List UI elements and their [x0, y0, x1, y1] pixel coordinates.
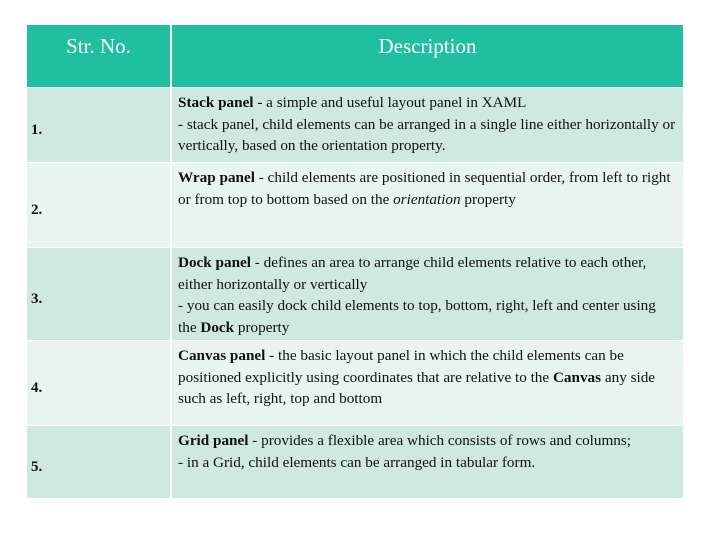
row-number: 3. — [27, 248, 172, 340]
description-text: property — [234, 318, 290, 336]
description-text: - provides a flexible area which consists of rows and columns; — [248, 432, 632, 449]
table-row — [27, 88, 683, 163]
description-text: - a simple and useful layout panel in XAML — [253, 94, 527, 111]
table-row — [27, 163, 683, 248]
panel-title: Dock panel — [178, 254, 251, 271]
table-row — [27, 341, 683, 426]
italic-term: orientation — [393, 190, 461, 208]
bold-term: Canvas — [552, 368, 602, 386]
row-description — [172, 341, 683, 425]
bold-term: Dock — [200, 318, 235, 336]
layout-panels-table — [27, 25, 683, 499]
description-text: - in a Grid, child elements can be arranged in tabular form. — [178, 453, 536, 471]
description-text: any side such as left, right, top and bottom — [178, 368, 656, 407]
description-text: property — [460, 190, 516, 208]
header-description: Description — [378, 34, 477, 58]
row-description — [172, 163, 683, 247]
row-description — [172, 426, 683, 498]
panel-title: Canvas panel — [178, 347, 266, 364]
panel-title: Grid panel — [178, 432, 249, 449]
row-number: 1. — [27, 88, 172, 162]
description-text: - you can easily dock child elements to top, bottom, right, left and center using the — [178, 297, 656, 336]
row-description — [172, 88, 683, 162]
table-row — [27, 426, 683, 499]
row-number: 2. — [27, 163, 172, 247]
table-row — [27, 248, 683, 341]
row-number: 5. — [27, 426, 172, 498]
row-description — [172, 248, 683, 340]
row-number: 4. — [27, 341, 172, 425]
panel-title: Wrap panel — [178, 169, 255, 186]
description-text: - the basic layout panel in which the child elements can be positioned explicitly using coordinates that are relative to the — [178, 347, 624, 386]
header-str-no: Str. No. — [27, 25, 172, 87]
description-text: - child elements are positioned in sequential order, from left to right or from top to bottom based on the — [178, 169, 671, 208]
panel-title: Stack panel — [178, 94, 254, 111]
description-text: - defines an area to arrange child elements relative to each other, either horizontally or vertically — [178, 254, 647, 293]
description-text: - stack panel, child elements can be arranged in a single line either horizontally or vertically, based on the orientation property. — [178, 115, 676, 154]
table-header — [27, 25, 683, 88]
